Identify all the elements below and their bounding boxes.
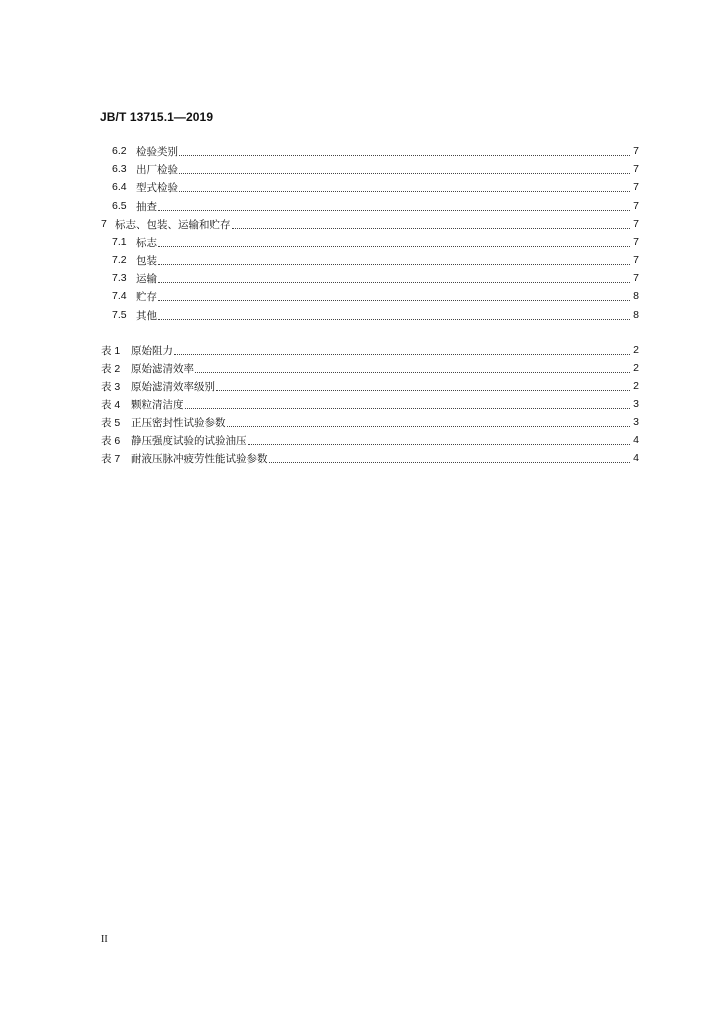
toc-entry-title: 标志、包装、运输和贮存 bbox=[115, 218, 231, 231]
table-number: 表 2 bbox=[101, 362, 121, 375]
toc-entry-title: 其他 bbox=[136, 309, 157, 322]
table-number: 表 3 bbox=[101, 380, 121, 393]
toc-entry-page: 8 bbox=[633, 290, 639, 302]
toc-entry[interactable] bbox=[112, 198, 639, 214]
toc-entry[interactable] bbox=[112, 234, 639, 250]
toc-entry-page: 7 bbox=[633, 236, 639, 248]
table-number: 表 4 bbox=[101, 398, 121, 411]
leader-dots bbox=[158, 282, 630, 283]
toc-entry-number: 7.1 bbox=[112, 236, 127, 248]
table-number: 表 7 bbox=[101, 452, 121, 465]
table-list-entry[interactable] bbox=[101, 342, 639, 358]
table-title: 静压强度试验的试验油压 bbox=[131, 434, 247, 447]
toc-entry-number: 7.5 bbox=[112, 309, 127, 321]
table-page: 2 bbox=[633, 362, 639, 374]
table-number: 表 6 bbox=[101, 434, 121, 447]
table-title: 原始阻力 bbox=[131, 344, 173, 357]
page-numeral: II bbox=[101, 934, 108, 945]
leader-dots bbox=[158, 210, 630, 211]
leader-dots bbox=[195, 372, 630, 373]
table-title: 正压密封性试验参数 bbox=[131, 416, 226, 429]
toc-entry-page: 7 bbox=[633, 163, 639, 175]
leader-dots bbox=[232, 228, 631, 229]
leader-dots bbox=[179, 173, 630, 174]
table-list-entry[interactable] bbox=[101, 360, 639, 376]
toc-entry-number: 6.2 bbox=[112, 145, 127, 157]
table-number: 表 5 bbox=[101, 416, 121, 429]
table-page: 2 bbox=[633, 380, 639, 392]
toc-entry[interactable] bbox=[112, 307, 639, 323]
table-page: 2 bbox=[633, 344, 639, 356]
toc-entry[interactable] bbox=[112, 179, 639, 195]
table-number: 表 1 bbox=[101, 344, 121, 357]
toc-entry-page: 7 bbox=[633, 200, 639, 212]
leader-dots bbox=[216, 390, 630, 391]
toc-entry[interactable] bbox=[101, 216, 639, 232]
toc-entry-number: 7.3 bbox=[112, 272, 127, 284]
table-title: 原始滤清效率 bbox=[131, 362, 194, 375]
leader-dots bbox=[158, 319, 630, 320]
table-title: 耐液压脉冲疲劳性能试验参数 bbox=[131, 452, 268, 465]
toc-entry-number: 6.4 bbox=[112, 181, 127, 193]
toc-entry-title: 检验类别 bbox=[136, 145, 178, 158]
leader-dots bbox=[174, 354, 630, 355]
toc-entry-title: 标志 bbox=[136, 236, 157, 249]
table-title: 颗粒清洁度 bbox=[131, 398, 184, 411]
standard-code: JB/T 13715.1—2019 bbox=[100, 110, 214, 124]
table-list-entry[interactable] bbox=[101, 396, 639, 412]
toc-entry-page: 8 bbox=[633, 309, 639, 321]
table-page: 4 bbox=[633, 434, 639, 446]
toc-entry[interactable] bbox=[112, 143, 639, 159]
toc-entry[interactable] bbox=[112, 288, 639, 304]
toc-entry-title: 出厂检验 bbox=[136, 163, 178, 176]
toc-entry-title: 型式检验 bbox=[136, 181, 178, 194]
table-page: 4 bbox=[633, 452, 639, 464]
toc-entry-number: 6.3 bbox=[112, 163, 127, 175]
leader-dots bbox=[179, 155, 630, 156]
table-page: 3 bbox=[633, 398, 639, 410]
toc-entry-number: 7.2 bbox=[112, 254, 127, 266]
toc-entry-page: 7 bbox=[633, 218, 639, 230]
toc-entry-number: 6.5 bbox=[112, 200, 127, 212]
table-title: 原始滤清效率级别 bbox=[131, 380, 215, 393]
toc-entry-title: 贮存 bbox=[136, 290, 157, 303]
toc-entry-page: 7 bbox=[633, 254, 639, 266]
toc-entry-number: 7.4 bbox=[112, 290, 127, 302]
toc-entry-title: 包装 bbox=[136, 254, 157, 267]
toc-entry-title: 抽查 bbox=[136, 200, 157, 213]
leader-dots bbox=[248, 444, 631, 445]
toc-entry-number: 7 bbox=[101, 218, 107, 230]
leader-dots bbox=[227, 426, 631, 427]
table-list-entry[interactable] bbox=[101, 378, 639, 394]
table-list-entry[interactable] bbox=[101, 450, 639, 466]
toc-entry[interactable] bbox=[112, 252, 639, 268]
leader-dots bbox=[179, 191, 630, 192]
toc-entry-page: 7 bbox=[633, 272, 639, 284]
table-page: 3 bbox=[633, 416, 639, 428]
leader-dots bbox=[269, 462, 631, 463]
leader-dots bbox=[158, 264, 630, 265]
leader-dots bbox=[158, 246, 630, 247]
leader-dots bbox=[185, 408, 631, 409]
table-list-entry[interactable] bbox=[101, 414, 639, 430]
toc-entry-title: 运输 bbox=[136, 272, 157, 285]
toc-entry-page: 7 bbox=[633, 145, 639, 157]
toc-entry[interactable] bbox=[112, 161, 639, 177]
toc-entry[interactable] bbox=[112, 270, 639, 286]
toc-entry-page: 7 bbox=[633, 181, 639, 193]
leader-dots bbox=[158, 300, 630, 301]
table-list-entry[interactable] bbox=[101, 432, 639, 448]
